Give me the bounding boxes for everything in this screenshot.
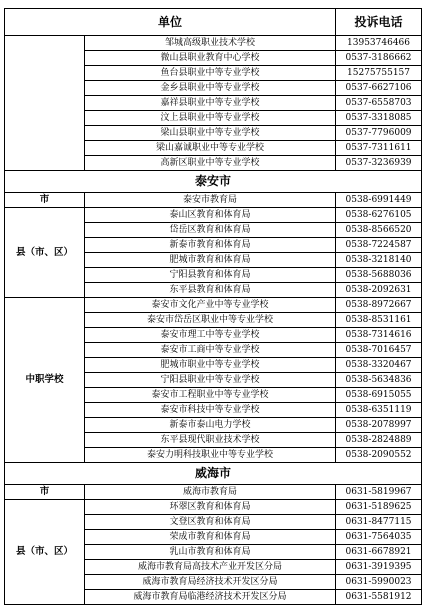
- phone-number: 0537-7796009: [336, 126, 422, 141]
- unit-name: 泰安市科技中等专业学校: [85, 403, 336, 418]
- phone-number: 0538-3320467: [336, 358, 422, 373]
- unit-name: 威海市教育局经济技术开发区分局: [85, 575, 336, 590]
- phone-number: 0537-3186662: [336, 51, 422, 66]
- city-header-row: [5, 463, 422, 485]
- phone-number: 0537-6627106: [336, 81, 422, 96]
- phone-number: 0538-7224587: [336, 238, 422, 253]
- phone-number: 0538-6915055: [336, 388, 422, 403]
- phone-number: 0538-2078997: [336, 418, 422, 433]
- unit-name: 宁阳县教育和体育局: [85, 268, 336, 283]
- unit-name: 文登区教育和体育局: [85, 515, 336, 530]
- table-body: [5, 36, 422, 605]
- phone-number: 0631-5990023: [336, 575, 422, 590]
- city-name: 威海市: [5, 463, 422, 485]
- unit-name: 宁阳县职业中等专业学校: [85, 373, 336, 388]
- phone-number: 13953746466: [336, 36, 422, 51]
- city-name: 泰安市: [5, 171, 422, 193]
- unit-name: 汶上县职业中等专业学校: [85, 111, 336, 126]
- unit-name: 泰安市理工中等专业学校: [85, 328, 336, 343]
- unit-name: 泰山区教育和体育局: [85, 208, 336, 223]
- table-row: [5, 500, 422, 515]
- phone-number: 0631-5819967: [336, 485, 422, 500]
- table-row: [5, 36, 422, 51]
- phone-number: 0537-3236939: [336, 156, 422, 171]
- unit-name: 环翠区教育和体育局: [85, 500, 336, 515]
- phone-number: 0538-8972667: [336, 298, 422, 313]
- phone-number: 0631-5581912: [336, 590, 422, 605]
- table-row: [5, 208, 422, 223]
- phone-number: 0537-3318085: [336, 111, 422, 126]
- table-row: [5, 298, 422, 313]
- phone-number: 0538-5634836: [336, 373, 422, 388]
- city-header-row: [5, 171, 422, 193]
- category-label: 市: [5, 193, 85, 208]
- unit-name: 乳山市教育和体育局: [85, 545, 336, 560]
- unit-name: 泰安力明科技职业中等专业学校: [85, 448, 336, 463]
- category-label: 县（市、区）: [5, 208, 85, 298]
- header-phone: 投诉电话: [336, 9, 422, 36]
- header-unit: 单位: [5, 9, 336, 36]
- unit-name: 泰安市工商中等专业学校: [85, 343, 336, 358]
- unit-name: 新泰市泰山电力学校: [85, 418, 336, 433]
- phone-number: 0631-6678921: [336, 545, 422, 560]
- phone-number: 0538-2092631: [336, 283, 422, 298]
- phone-number: 0538-6351119: [336, 403, 422, 418]
- unit-name: 东平县现代职业技术学校: [85, 433, 336, 448]
- category-label: 县（市、区）: [5, 500, 85, 605]
- unit-name: 新泰市教育和体育局: [85, 238, 336, 253]
- phone-number: 0537-7311611: [336, 141, 422, 156]
- unit-name: 泰安市文化产业中等专业学校: [85, 298, 336, 313]
- table-row: [5, 193, 422, 208]
- phone-number: 0538-7016457: [336, 343, 422, 358]
- unit-name: 肥城市教育和体育局: [85, 253, 336, 268]
- category-label: 中职学校: [5, 298, 85, 463]
- phone-number: 15275755157: [336, 66, 422, 81]
- phone-number: 0631-7564035: [336, 530, 422, 545]
- phone-number: 0538-6991449: [336, 193, 422, 208]
- complaint-phone-table: [4, 8, 422, 605]
- phone-number: 0538-6276105: [336, 208, 422, 223]
- phone-number: 0631-3919395: [336, 560, 422, 575]
- unit-name: 金乡县职业中等专业学校: [85, 81, 336, 96]
- unit-name: 邹城高级职业技术学校: [85, 36, 336, 51]
- unit-name: 微山县职业教育中心学校: [85, 51, 336, 66]
- phone-number: 0538-8531161: [336, 313, 422, 328]
- unit-name: 威海市教育局临港经济技术开发区分局: [85, 590, 336, 605]
- phone-number: 0538-2090552: [336, 448, 422, 463]
- phone-number: 0537-6558703: [336, 96, 422, 111]
- phone-number: 0631-8477115: [336, 515, 422, 530]
- phone-number: 0538-7314616: [336, 328, 422, 343]
- unit-name: 梁山县职业中等专业学校: [85, 126, 336, 141]
- unit-name: 泰安市岱岳区职业中等专业学校: [85, 313, 336, 328]
- unit-name: 肥城市职业中等专业学校: [85, 358, 336, 373]
- category-label: 市: [5, 485, 85, 500]
- table-header-row: [5, 9, 422, 36]
- unit-name: 高新区职业中等专业学校: [85, 156, 336, 171]
- table-row: [5, 485, 422, 500]
- unit-name: 泰安市教育局: [85, 193, 336, 208]
- phone-number: 0538-5688036: [336, 268, 422, 283]
- unit-name: 荣成市教育和体育局: [85, 530, 336, 545]
- phone-number: 0538-8566520: [336, 223, 422, 238]
- unit-name: 威海市教育局: [85, 485, 336, 500]
- unit-name: 威海市教育局高技术产业开发区分局: [85, 560, 336, 575]
- category-label: [5, 36, 85, 171]
- unit-name: 鱼台县职业中等专业学校: [85, 66, 336, 81]
- phone-number: 0538-3218140: [336, 253, 422, 268]
- phone-number: 0631-5189625: [336, 500, 422, 515]
- unit-name: 嘉祥县职业中等专业学校: [85, 96, 336, 111]
- unit-name: 岱岳区教育和体育局: [85, 223, 336, 238]
- unit-name: 泰安市工程职业中等专业学校: [85, 388, 336, 403]
- unit-name: 梁山嘉诚职业中等专业学校: [85, 141, 336, 156]
- phone-number: 0538-2824889: [336, 433, 422, 448]
- unit-name: 东平县教育和体育局: [85, 283, 336, 298]
